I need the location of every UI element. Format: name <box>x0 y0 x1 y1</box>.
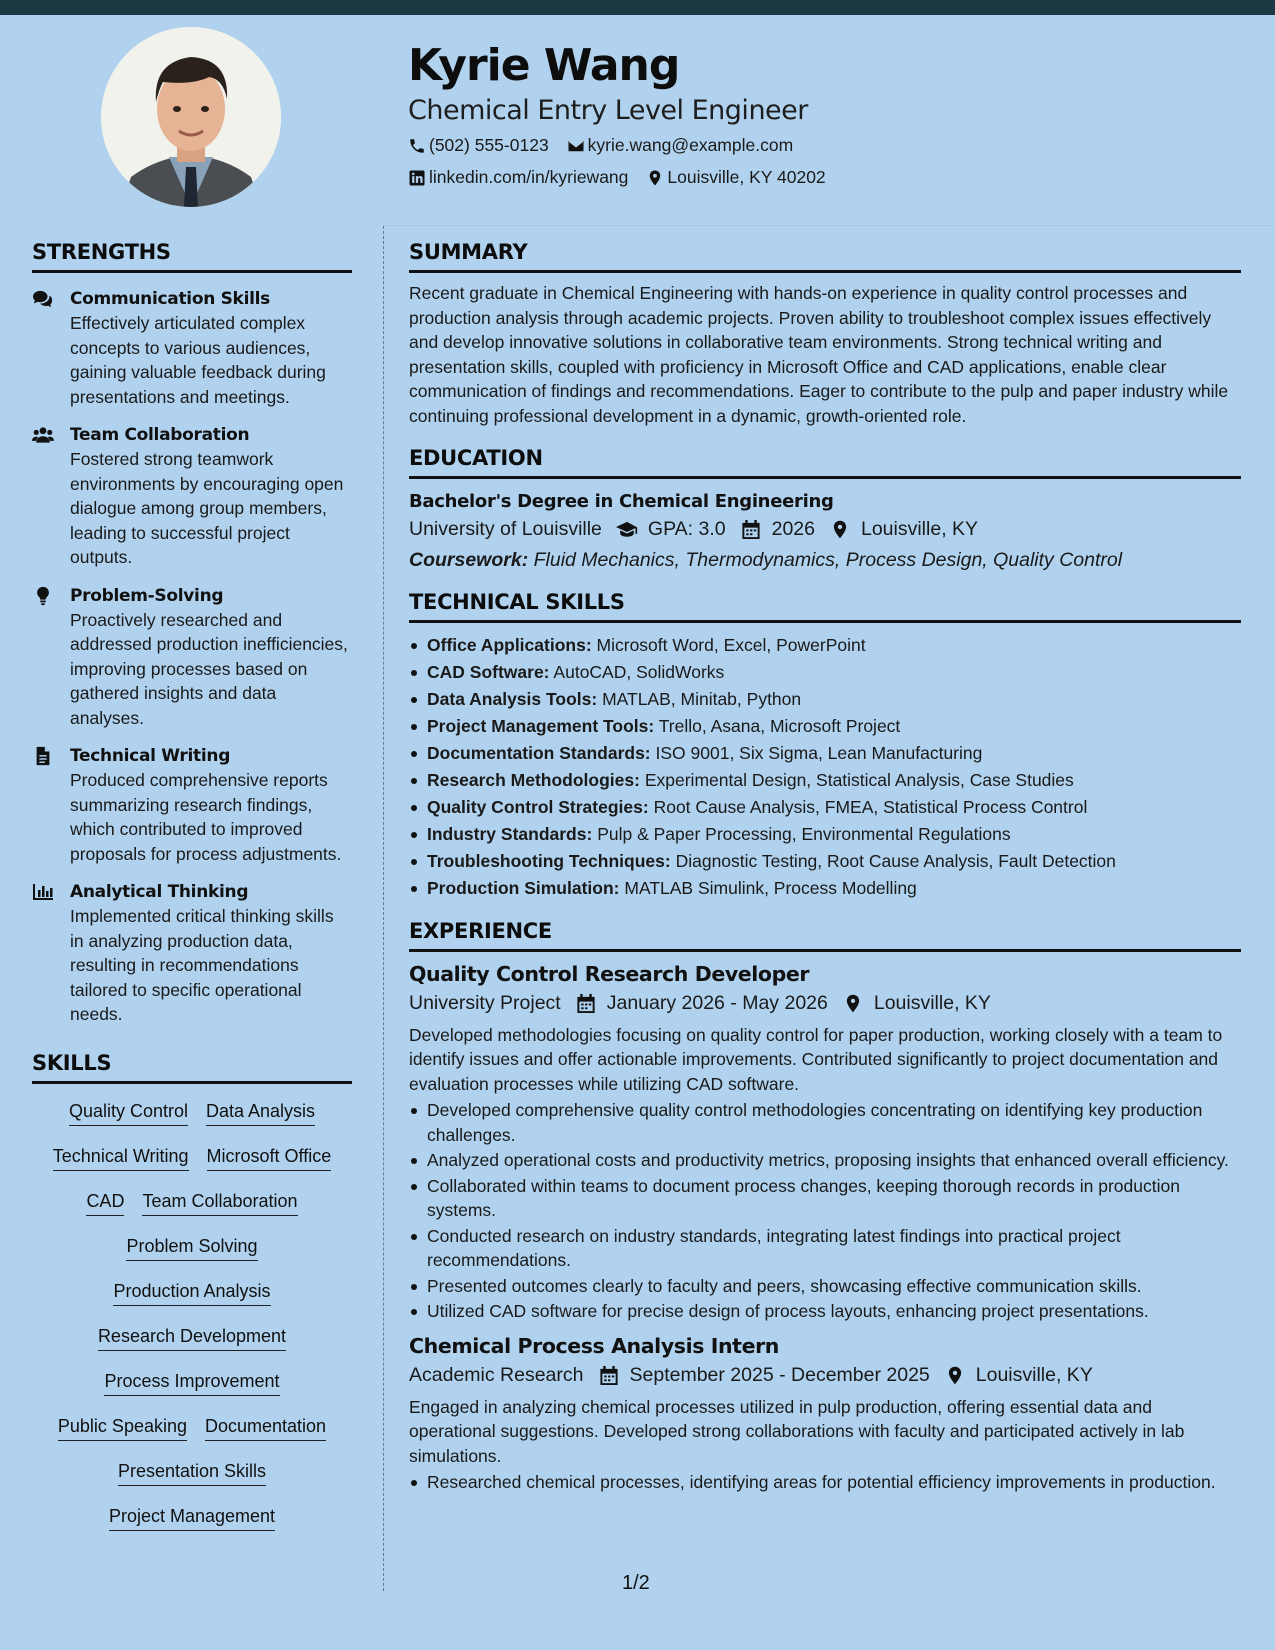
calendar-icon <box>575 993 597 1014</box>
linkedin-text: linkedin.com/in/kyriewang <box>429 167 629 187</box>
job-meta <box>409 1364 1241 1387</box>
bar-chart-icon <box>32 882 54 902</box>
job-location <box>944 1364 1093 1387</box>
list-item: Researched chemical processes, identifying areas for potential efficiency improvements in production. <box>409 1470 1241 1495</box>
job-org: Academic Research <box>409 1363 584 1386</box>
map-pin-icon <box>842 993 864 1014</box>
list-item <box>409 822 1241 847</box>
strength-title: Analytical Thinking <box>70 882 249 902</box>
lightbulb-icon <box>32 586 54 606</box>
list-item <box>409 849 1241 874</box>
list-item <box>409 714 1241 739</box>
summary-heading: SUMMARY <box>409 240 1241 273</box>
job-title: Chemical Process Analysis Intern <box>409 1333 779 1358</box>
graduation-year <box>740 518 815 541</box>
strength-desc: Effectively articulated complex concepts to various audiences, gaining valuable feedback during presentations and meetings. <box>70 313 326 407</box>
coursework-list: Fluid Mechanics, Thermodynamics, Process Design, Quality Control <box>533 549 1123 571</box>
job-description: Engaged in analyzing chemical processes utilized in pulp production, offering essential data and operational suggestions. Developed strong collaborations with faculty and participated actively in lab simulations. <box>409 1396 1185 1466</box>
contact-email[interactable] <box>567 135 793 156</box>
skill-value: Microsoft Word, Excel, PowerPoint <box>596 635 866 655</box>
technical-skills-list <box>409 633 1241 901</box>
skill-value: AutoCAD, SolidWorks <box>553 662 725 682</box>
map-pin-icon <box>646 169 664 187</box>
strength-item <box>32 287 352 409</box>
contact-row-secondary <box>408 167 844 188</box>
contact-row-primary <box>408 135 811 156</box>
skill-tag: Technical Writing <box>53 1145 189 1171</box>
job-bullets <box>409 1470 1241 1495</box>
skill-tag: CAD <box>86 1190 124 1216</box>
dates-text: September 2025 - December 2025 <box>629 1363 930 1386</box>
education-location <box>829 518 978 541</box>
skill-label: Quality Control Strategies: <box>427 797 649 817</box>
calendar-icon <box>740 519 762 540</box>
strength-title: Communication Skills <box>70 289 270 309</box>
summary-text: Recent graduate in Chemical Engineering with hands-on experience in quality control processes and production analysis through academic projects. Proven ability to troubleshoot complex issues effectively and develop innovative solutions in collaborative team environments. Strong technical writing and presentation skills, coupled with proficiency in Microsoft Office and CAD applications, enable clear communication of findings and recommendations. Eager to contribute to the pulp and paper industry while continuing professional development in a dynamic, growth-oriented role. <box>409 283 1229 426</box>
calendar-icon <box>598 1365 620 1386</box>
skills-list <box>32 1094 352 1544</box>
contact-linkedin[interactable] <box>408 167 628 188</box>
phone-icon <box>408 137 426 155</box>
skill-label: Industry Standards: <box>427 824 593 844</box>
skill-tag: Project Management <box>109 1505 275 1531</box>
strength-desc: Proactively researched and addressed production inefficiencies, improving processes based on gathered insights and data analyses. <box>70 609 348 728</box>
contact-phone[interactable] <box>408 135 549 156</box>
strength-item <box>32 423 352 570</box>
location-text: Louisville, KY <box>975 1363 1093 1386</box>
linkedin-icon <box>408 169 426 187</box>
skill-label: Project Management Tools: <box>427 716 655 736</box>
contact-location <box>646 167 825 188</box>
skill-label: Documentation Standards: <box>427 743 651 763</box>
experience-heading: EXPERIENCE <box>409 919 1241 952</box>
left-column <box>32 240 352 1544</box>
top-bar <box>0 0 1275 15</box>
profile-photo <box>101 27 281 207</box>
skill-value: Root Cause Analysis, FMEA, Statistical Process Control <box>653 797 1088 817</box>
strength-item <box>32 880 352 1027</box>
right-column <box>409 240 1241 1496</box>
coursework <box>409 549 1241 572</box>
skill-value: MATLAB Simulink, Process Modelling <box>624 878 917 898</box>
job-description: Developed methodologies focusing on quality control for paper production, working closely with a team to identify issues and offer actionable improvements. Contributed significantly to project documentation and evaluation processes while utilizing CAD software. <box>409 1024 1223 1094</box>
skill-label: Production Simulation: <box>427 878 620 898</box>
skill-value: Experimental Design, Statistical Analysis, Case Studies <box>644 770 1074 790</box>
list-item: Conducted research on industry standards, integrating latest findings into practical project recommendations. <box>409 1224 1241 1273</box>
education-meta <box>409 518 1241 541</box>
skill-tag: Documentation <box>205 1415 326 1441</box>
skill-value: MATLAB, Minitab, Python <box>602 689 802 709</box>
technical-skills-heading: TECHNICAL SKILLS <box>409 590 1241 623</box>
skill-label: Research Methodologies: <box>427 770 640 790</box>
job-title: Quality Control Research Developer <box>409 961 810 986</box>
skill-value: Diagnostic Testing, Root Cause Analysis, Fault Detection <box>675 851 1116 871</box>
job-org: University Project <box>409 991 561 1014</box>
strength-title: Technical Writing <box>70 746 231 766</box>
list-item: Utilized CAD software for precise design of process layouts, enhancing project presentations. <box>409 1299 1241 1324</box>
strength-desc: Produced comprehensive reports summarizing research findings, which contributed to improved proposals for process adjustments. <box>70 770 342 864</box>
education-heading: EDUCATION <box>409 446 1241 479</box>
strengths-heading: STRENGTHS <box>32 240 352 273</box>
list-item <box>409 768 1241 793</box>
skill-value: ISO 9001, Six Sigma, Lean Manufacturing <box>655 743 983 763</box>
location-text: Louisville, KY <box>860 518 979 540</box>
education-section <box>409 446 1241 572</box>
skill-tag: Presentation Skills <box>118 1460 266 1486</box>
list-item <box>409 741 1241 766</box>
column-divider <box>383 226 384 1591</box>
experience-section <box>409 919 1241 1495</box>
strength-item <box>32 744 352 866</box>
page-number: 1/2 <box>622 1572 650 1594</box>
skill-tag: Process Improvement <box>104 1370 279 1396</box>
strength-title: Team Collaboration <box>70 425 250 445</box>
skill-value: Pulp & Paper Processing, Environmental Regulations <box>597 824 1011 844</box>
degree-title: Bachelor's Degree in Chemical Engineering <box>409 491 834 512</box>
list-item: Analyzed operational costs and productivity metrics, proposing insights that enhanced overall efficiency. <box>409 1148 1241 1173</box>
list-item <box>409 795 1241 820</box>
skill-tag: Public Speaking <box>58 1415 187 1441</box>
skill-label: Data Analysis Tools: <box>427 689 598 709</box>
list-item: Presented outcomes clearly to faculty and peers, showcasing effective communication skills. <box>409 1274 1241 1299</box>
list-item: Collaborated within teams to document process changes, keeping thorough records in production systems. <box>409 1174 1241 1223</box>
envelope-icon <box>567 137 585 155</box>
skill-tag: Quality Control <box>69 1100 188 1126</box>
skill-label: Troubleshooting Techniques: <box>427 851 671 871</box>
coursework-label: Coursework: <box>409 549 529 571</box>
job-dates <box>598 1364 930 1387</box>
job-location <box>842 992 991 1015</box>
location-text: Louisville, KY <box>873 991 991 1014</box>
dates-text: January 2026 - May 2026 <box>606 991 828 1014</box>
skill-tag: Production Analysis <box>113 1280 270 1306</box>
graduation-cap-icon <box>616 519 638 540</box>
school-name: University of Louisville <box>409 518 602 540</box>
job-entry <box>409 1334 1241 1495</box>
map-pin-icon <box>944 1365 966 1386</box>
skill-tag: Problem Solving <box>126 1235 257 1261</box>
job-bullets <box>409 1098 1241 1324</box>
document-icon <box>32 746 54 766</box>
strength-desc: Implemented critical thinking skills in analyzing production data, resulting in recommendations tailored to specific operational needs. <box>70 906 334 1024</box>
skill-tag: Research Development <box>98 1325 286 1351</box>
gpa <box>616 518 726 541</box>
candidate-title: Chemical Entry Level Engineer <box>408 95 808 126</box>
skill-tag: Data Analysis <box>206 1100 315 1126</box>
list-item <box>409 687 1241 712</box>
location-text: Louisville, KY 40202 <box>667 167 826 187</box>
header-divider <box>383 225 1275 226</box>
skill-value: Trello, Asana, Microsoft Project <box>658 716 901 736</box>
phone-text: (502) 555-0123 <box>429 135 549 155</box>
list-item <box>409 660 1241 685</box>
users-icon <box>32 425 54 445</box>
strength-desc: Fostered strong teamwork environments by encouraging open dialogue among group members, leading to successful project outputs. <box>70 449 344 567</box>
list-item <box>409 633 1241 658</box>
list-item: Developed comprehensive quality control methodologies concentrating on identifying key production challenges. <box>409 1098 1241 1147</box>
job-entry <box>409 962 1241 1324</box>
candidate-name: Kyrie Wang <box>408 40 680 91</box>
map-pin-icon <box>829 519 851 540</box>
skill-tag: Microsoft Office <box>207 1145 332 1171</box>
email-text: kyrie.wang@example.com <box>587 135 794 155</box>
skills-heading: SKILLS <box>32 1051 352 1084</box>
comments-icon <box>32 289 54 309</box>
gpa-text: GPA: 3.0 <box>647 518 726 540</box>
list-item <box>409 876 1241 901</box>
strength-title: Problem-Solving <box>70 585 224 606</box>
skill-label: CAD Software: <box>427 662 550 682</box>
year-text: 2026 <box>771 518 815 540</box>
job-dates <box>575 992 828 1015</box>
portrait-illustration <box>101 27 281 207</box>
skill-tag: Team Collaboration <box>142 1190 297 1216</box>
job-meta <box>409 992 1241 1015</box>
strength-item <box>32 584 352 731</box>
skill-label: Office Applications: <box>427 635 592 655</box>
technical-skills-section <box>409 590 1241 901</box>
